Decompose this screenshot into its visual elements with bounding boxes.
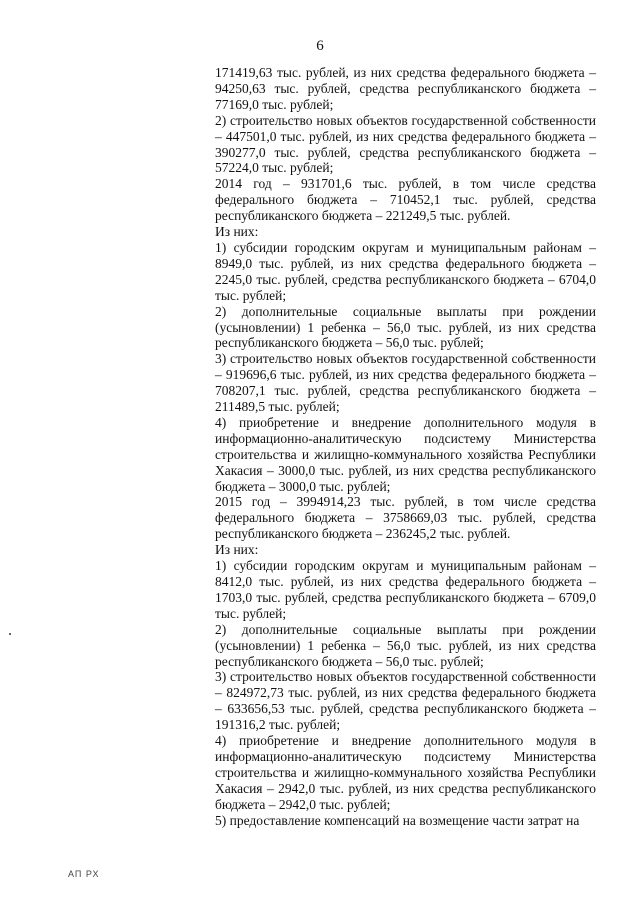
page-number: 6 bbox=[316, 38, 324, 54]
paragraph-3: 2014 год – 931701,6 тыс. рублей, в том числе средства федерального бюджета – 710452,1 тыс. рублей, средства республиканского бюджета – 221249,5 тыс. рублей. bbox=[215, 176, 596, 224]
paragraph-2: 2) строительство новых объектов государственной собственности – 447501,0 тыс. рублей, из них средства федерального бюджета – 390277,0 тыс. рублей, средства республиканского бюджета – 57224,0 тыс. рублей; bbox=[215, 112, 596, 176]
paragraph-12: 2) дополнительные социальные выплаты при рождении (усыновлении) 1 ребенка – 56,0 тыс. рублей, из них средства республиканского бюджета – 56,0 тыс. рублей; bbox=[215, 621, 596, 669]
paragraph-1: 171419,63 тыс. рублей, из них средства федерального бюджета – 94250,63 тыс. рублей, средства республиканского бюджета – 77169,0 тыс. рублей; bbox=[215, 65, 596, 112]
paragraph-9: 2015 год – 3994914,23 тыс. рублей, в том числе средства федерального бюджета – 3758669,03 тыс. рублей, средства республиканского бюджета – 236245,2 тыс. рублей. bbox=[215, 494, 596, 542]
paragraph-5: 1) субсидии городским округам и муниципальным районам – 8949,0 тыс. рублей, из них средства федерального бюджета – 2245,0 тыс. рублей, средства республиканского бюджета – 6704,0 тыс. рублей; bbox=[215, 239, 596, 303]
scan-speck bbox=[9, 633, 11, 635]
paragraph-15: 5) предоставление компенсаций на возмещение части затрат на bbox=[215, 812, 580, 828]
paragraph-11: 1) субсидии городским округам и муниципальным районам – 8412,0 тыс. рублей, из них средства федерального бюджета – 1703,0 тыс. рублей, средства республиканского бюджета – 6709,0 тыс. рублей; bbox=[215, 558, 596, 621]
footer-mark: АП РХ bbox=[68, 869, 100, 879]
paragraph-8: 4) приобретение и внедрение дополнительного модуля в информационно-аналитическую подсистему Министерства строительства и жилищно-коммунального хозяйства Республики Хакасия – 3000,0 тыс. рублей, из них средства республиканского бюджета – 3000,0 тыс. рублей; bbox=[215, 414, 596, 494]
paragraph-14: 4) приобретение и внедрение дополнительного модуля в информационно-аналитическую подсистему Министерства строительства и жилищно-коммунального хозяйства Республики Хакасия – 2942,0 тыс. рублей, из них средства республиканского бюджета – 2942,0 тыс. рублей; bbox=[215, 733, 596, 812]
document-body bbox=[215, 65, 596, 829]
paragraph-7: 3) строительство новых объектов государственной собственности – 919696,6 тыс. рублей, из них средства федерального бюджета – 708207,1 тыс. рублей, средства республиканского бюджета – 211489,5 тыс. рублей; bbox=[215, 351, 596, 415]
paragraph-6: 2) дополнительные социальные выплаты при рождении (усыновлении) 1 ребенка – 56,0 тыс. рублей, из них средства республиканского бюджета – 56,0 тыс. рублей; bbox=[215, 303, 596, 351]
paragraph-13: 3) строительство новых объектов государственной собственности – 824972,73 тыс. рублей, из них средства федерального бюджета – 633656,53 тыс. рублей, средства республиканского бюджета – 191316,2 тыс. рублей; bbox=[215, 669, 596, 733]
paragraph-4: Из них: bbox=[215, 224, 259, 240]
paragraph-10: Из них: bbox=[215, 542, 259, 558]
